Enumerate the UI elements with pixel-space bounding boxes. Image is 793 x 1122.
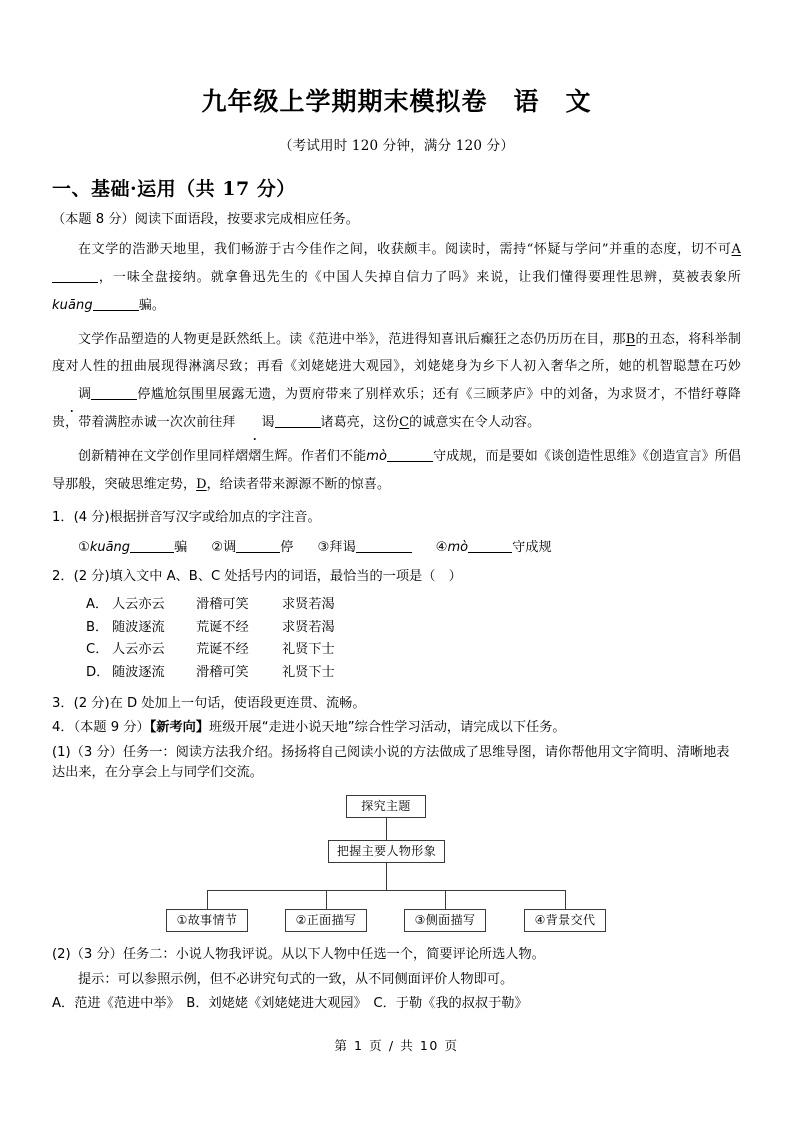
q1-item-3 — [317, 537, 411, 558]
q1-item-4-blank[interactable] — [468, 538, 512, 552]
q2-option-c-col1: 人云亦云 — [112, 642, 165, 658]
passage-p2-seg4: 诸葛亮，这份 — [320, 415, 400, 431]
q4-sub2-text: 任务二：小说人物我评说。从以下人物中任选一个，简要评论所选人物。 — [122, 947, 545, 963]
blank-a — [52, 269, 98, 283]
q1-item-1 — [78, 537, 187, 559]
q1-item-1-num: ① — [78, 539, 90, 555]
passage-p2-seg1: 文学作品塑造的人物更是跃然纸上。读《范进中举》，范进得知喜讯后癫狂之态仍历历在目，那 — [78, 331, 626, 347]
exam-subtitle: （考试用时 120 分钟，满分 120 分） — [278, 138, 515, 155]
q2-option-d-col1: 随波逐流 — [112, 664, 165, 680]
q4-sub2-choices: A．范进《范进中举》 B．刘姥姥《刘姥姥进大观园》 C．于勒《我的叔叔于勒》 — [52, 996, 528, 1012]
dotted-char-ye: 谒 — [235, 409, 274, 437]
q1-item-3-num: ③ — [317, 539, 330, 555]
question-4-sub-2 — [52, 941, 741, 965]
q3-text: 在 D 处加上一句话，使语段更连贯、流畅。 — [109, 695, 366, 711]
passage-p2-seg2: 的丑态，将科举制度对人性的扭曲展现得淋漓尽致；再看《刘姥姥进大观园》，刘姥姥身为乡下人初入奢华之所，她的机智聪慧在巧妙 — [52, 331, 741, 375]
dotted-char-tiao: 调 — [52, 381, 91, 409]
diagram-connector-leaf-2 — [326, 890, 327, 909]
q2-option-d-col3: 礼贤下士 — [282, 664, 335, 680]
diagram-connector-root-to-level2 — [386, 818, 387, 840]
passage-p1-seg1: 在文学的浩渺天地里，我们畅游于古今佳作之间，收获颇丰。阅读时，需持“怀疑与学问”并重的态度，切不可 — [78, 241, 732, 257]
q1-item-4-tail: 守成规 — [512, 539, 552, 555]
q2-option-b-col3: 求贤若渴 — [282, 619, 335, 635]
q2-score: (2 分) — [73, 569, 110, 585]
q1-item-3-blank[interactable] — [356, 538, 412, 552]
diagram-leaf-3: ③侧面描写 — [404, 909, 486, 932]
blank-mo — [387, 448, 433, 462]
q1-item-4 — [436, 537, 552, 559]
q2-option-a[interactable] — [86, 594, 741, 617]
diagram-connector-leaf-3 — [445, 890, 446, 909]
question-4 — [52, 714, 741, 738]
section-intro: （本题 8 分）阅读下面语段，按要求完成相应任务。 — [52, 212, 359, 228]
q1-item-2-tail: 停 — [280, 539, 294, 555]
q3-number: 3． — [52, 695, 74, 711]
passage-paragraph-3 — [52, 437, 741, 499]
q1-item-3-pinyin: 拜谒 — [329, 539, 356, 555]
q1-item-1-pinyin: kuāng — [89, 539, 131, 555]
mind-map-diagram — [52, 791, 741, 941]
q2-option-a-col2: 滑稽可笑 — [196, 596, 249, 612]
q2-options — [52, 588, 741, 685]
q2-option-c-col3: 礼贤下士 — [282, 642, 335, 658]
q2-text: 填入文中 A、B、C 处括号内的词语，最恰当的一项是（ ） — [109, 569, 462, 585]
pinyin-kuang: kuāng — [52, 297, 93, 313]
q4-new-direction-tag: 【新考向】 — [149, 720, 210, 736]
passage-p2-seg3: 停尴尬氛围里展露无遗，为贾府带来了别样欢乐；还有《三顾茅庐》中的刘备，为求贤才，不惜纡尊降贵，带着满腔赤诚一次次前往拜 — [52, 387, 741, 431]
q4-number: 4． — [52, 720, 74, 736]
blank-ye — [275, 414, 321, 428]
passage-p2-seg5: 的诚意实在令人动容。 — [409, 415, 541, 431]
passage-p1-seg3: 骗。 — [138, 297, 165, 313]
q2-option-b-col1: 随波逐流 — [112, 619, 165, 635]
q4-sub2-hint: 提示：可以参照示例，但不必讲究句式的一致，从不同侧面评价人物即可。 — [78, 971, 514, 987]
q2-option-a-label: A． — [86, 596, 109, 612]
section-heading: 一、基础·运用（共 17 分） — [52, 178, 296, 201]
q2-option-d[interactable] — [86, 662, 741, 685]
pinyin-mo: mò — [366, 449, 388, 465]
q1-item-2-blank[interactable] — [236, 538, 280, 552]
passage-paragraph-2 — [52, 320, 741, 438]
q2-option-b-col2: 荒诞不经 — [196, 619, 249, 635]
page-footer: 第 1 页 / 共 10 页 — [334, 1038, 459, 1053]
passage-marker-a: A — [731, 241, 741, 257]
q1-score: (4 分) — [73, 510, 110, 526]
q1-item-2-pinyin: 调 — [223, 539, 237, 555]
q1-answer-items — [52, 529, 741, 559]
diagram-connector-level2-down — [386, 863, 387, 890]
q2-number: 2． — [52, 569, 74, 585]
question-2 — [52, 558, 741, 587]
passage-marker-c: C — [399, 415, 410, 431]
q2-option-a-col3: 求贤若渴 — [282, 596, 335, 612]
diagram-node-level2: 把握主要人物形象 — [328, 840, 445, 863]
diagram-connector-leaf-1 — [207, 890, 208, 909]
page-title: 九年级上学期期末模拟卷 语 文 — [201, 87, 592, 116]
passage-p1-seg2: ，一味全盘接纳。就拿鲁迅先生的《中国人失掉自信力了吗》来说，让我们懂得要理性思辨，莫被表象所 — [98, 269, 741, 285]
passage-marker-d: D — [196, 477, 207, 493]
q2-option-b-label: B． — [86, 619, 109, 635]
question-1 — [52, 499, 741, 528]
blank-tiao — [91, 386, 137, 400]
diagram-node-root: 探究主题 — [346, 795, 426, 818]
passage-p3-seg3: ，给读者带来源源不断的惊喜。 — [206, 477, 391, 493]
q4-score: （本题 9 分） — [73, 720, 150, 736]
q2-option-a-col1: 人云亦云 — [112, 596, 165, 612]
q2-option-b[interactable] — [86, 617, 741, 640]
q1-text: 根据拼音写汉字或给加点的字注音。 — [109, 510, 321, 526]
diagram-connector-horizontal-bus — [207, 890, 565, 891]
q1-item-2-num: ② — [211, 539, 224, 555]
q1-item-4-pinyin: mò — [447, 539, 469, 555]
q1-item-2 — [211, 537, 293, 558]
blank-kuang — [93, 297, 139, 311]
question-3 — [52, 685, 741, 714]
diagram-leaf-1: ①故事情节 — [166, 909, 248, 932]
q2-option-d-col2: 滑稽可笑 — [196, 664, 249, 680]
q1-item-1-tail: 骗 — [174, 539, 188, 555]
passage-marker-b: B — [625, 331, 636, 347]
passage-p3-seg1: 创新精神在文学创作里同样熠熠生辉。作者们不能 — [78, 449, 367, 465]
q2-option-c-label: C． — [86, 642, 109, 658]
q2-option-d-label: D． — [86, 664, 110, 680]
q4-sub1-prefix: (1)（3 分） — [52, 744, 123, 760]
diagram-leaf-4: ④背景交代 — [524, 909, 606, 932]
q1-item-1-blank[interactable] — [130, 538, 174, 552]
q2-option-c-col2: 荒诞不经 — [196, 642, 249, 658]
q1-item-4-num: ④ — [435, 539, 448, 555]
diagram-connector-leaf-4 — [565, 890, 566, 909]
q1-number: 1． — [52, 510, 74, 526]
diagram-leaf-2: ②正面描写 — [285, 909, 367, 932]
q2-option-c[interactable] — [86, 639, 741, 662]
q4-sub2-prefix: (2)（3 分） — [52, 947, 123, 963]
passage-paragraph-1 — [52, 231, 741, 320]
question-4-sub-1 — [52, 739, 741, 784]
q3-score: (2 分) — [73, 695, 110, 711]
passage-p3-seg2: 守成规，而是要如《谈创造性思维》《创造宣言》所倡导那般，突破思维定势， — [52, 449, 741, 493]
q4-sub1-text: 任务一：阅读方法我介绍。扬扬将自己阅读小说的方法做成了思维导图，请你帮他用文字简明、清晰地表达出来，在分享会上与同学们交流。 — [52, 744, 730, 781]
q4-text: 班级开展“走进小说天地”综合性学习活动，请完成以下任务。 — [209, 720, 566, 736]
